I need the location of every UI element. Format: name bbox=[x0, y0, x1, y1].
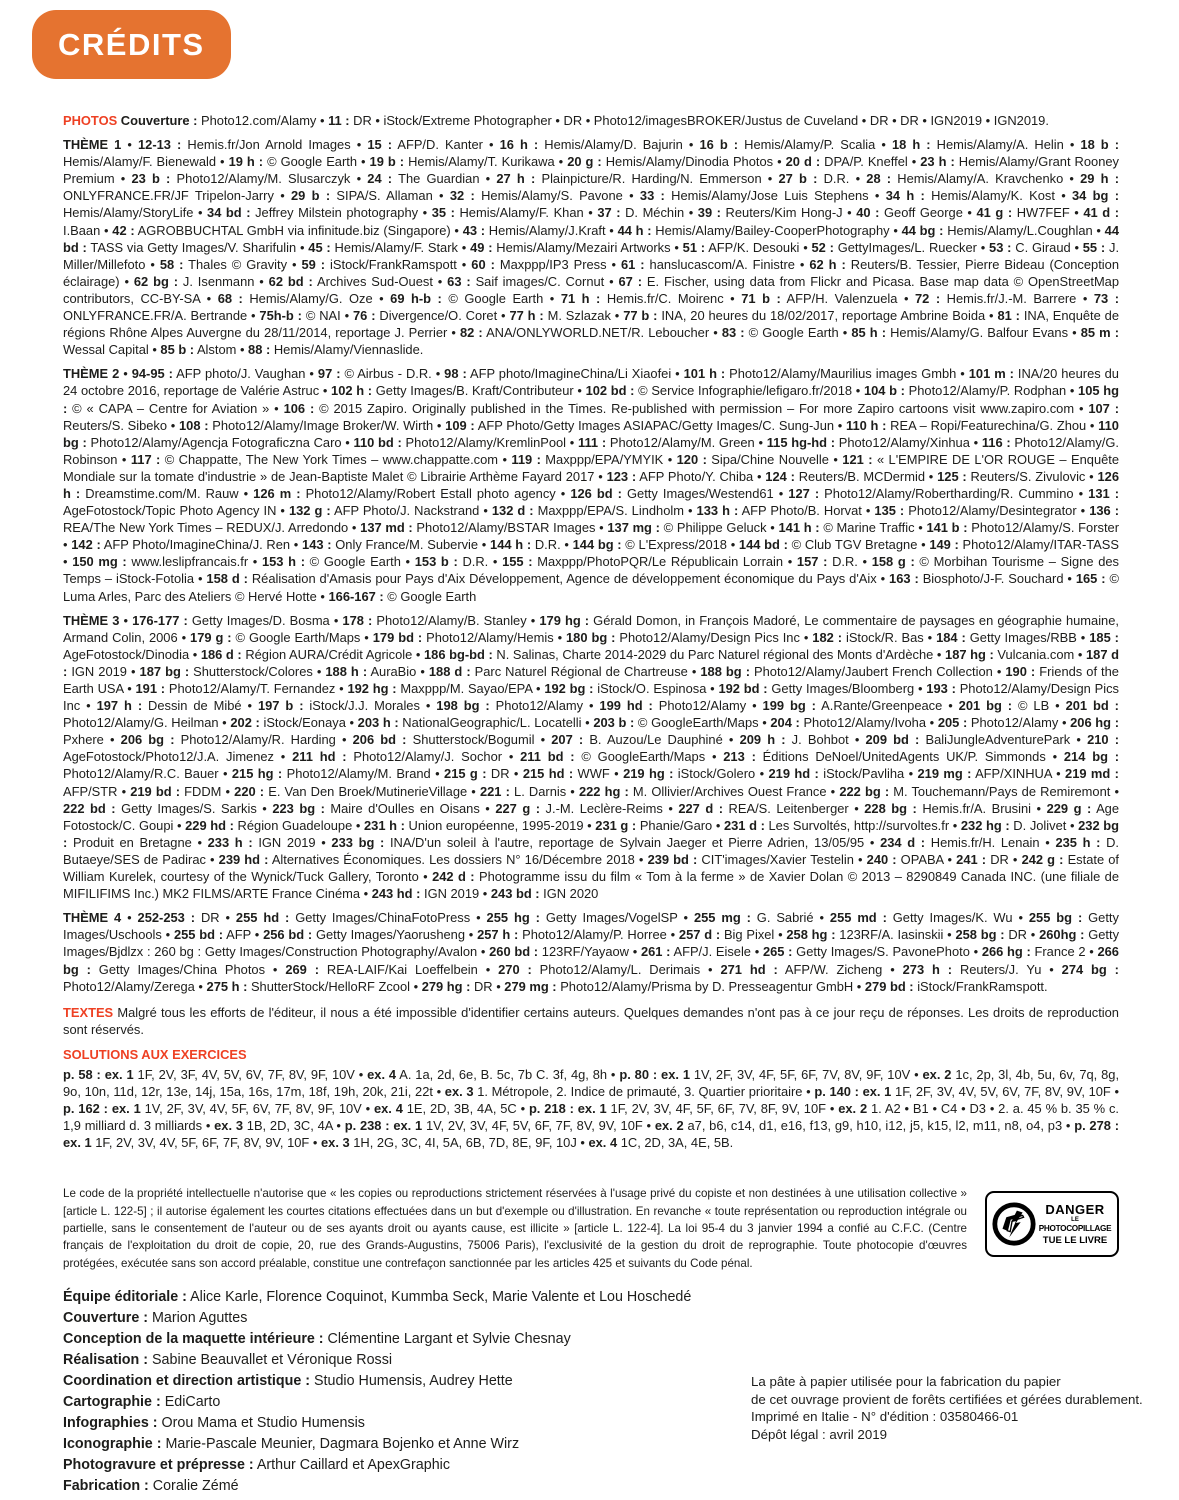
photos-label: PHOTOS bbox=[63, 113, 118, 128]
team-names: EdiCarto bbox=[164, 1393, 221, 1410]
team-role: Coordination et direction artistique : bbox=[63, 1372, 311, 1389]
team-line bbox=[63, 1476, 1119, 1497]
theme2-label: THÈME 2 bbox=[63, 366, 120, 382]
textes-label: TEXTES bbox=[63, 1004, 114, 1020]
team-role: Infographies : bbox=[63, 1414, 158, 1431]
photos-credits-text: Couverture : Photo12.com/Alamy • 11 : DR • iStock/Extreme Photographer • DR • Photo12/imagesBROKER/Justus de Cuveland • DR • DR • IGN2019 • IGN2019. bbox=[120, 113, 1049, 128]
theme2-paragraph bbox=[63, 365, 1119, 604]
theme3-credits-text: • 176-177 : Getty Images/D. Bosma • 178 : Photo12/Alamy/B. Stanley • 179 hg : Gérald Domon, in François Madoré, Le commentaire de paysages en géographie humaine, Armand Colin, 2006 • 179 g : © Google Earth/Maps • 179 bd : Photo12/Alamy/Hemis • 180 bg : Photo12/Alamy/Design Pics Inc • 182 : iStock/R. Bas • 184 : Getty Images/RBB • 185 : AgeFotostock/Dinodia • 186 d : Région AURA/Crédit Agricole • 186 bg-bd : N. Salinas, Charte 2014-2029 du Parc Naturel régional des Monts d'Ardèche • 187 hg : Vulcania.com • 187 d : IGN 2019 • 187 bg : Shutterstock/Colores • 188 h : AuraBio • 188 d : Parc Naturel Régional de Chartreuse • 188 bg : Photo12/Alamy/Jaubert French Collection • 190 : Friends of the Earth USA • 191 : Photo12/Alamy/T. Fernandez • 192 hg : Maxppp/M. Sayao/EPA • 192 bg : iStock/O. Espinosa • 192 bd : Getty Images/Bloomberg • 193 : Photo12/Alamy/Design Pics Inc • 197 h : Dessin de Mibé • 197 b : iStock/J.J. Morales • 198 bg : Photo12/Alamy • 199 hd : Photo12/Alamy • 199 bg : A.Rante/Greenpeace • 201 bg : © LB • 201 bd : Photo12/Alamy/G. Heilman • 202 : iStock/Eonaya • 203 h : NationalGeographic/L. Locatelli • 203 b : © GoogleEarth/Maps • 204 : Photo12/Alamy/Ivoha • 205 : Photo12/Alamy • 206 hg : Pxhere • 206 bg : Photo12/Alamy/R. Harding • 206 bd : Shutterstock/Bogumil • 207 : B. Auzou/Le Dauphiné • 209 h : J. Bohbot • 209 bd : BaliJungleAdventurePark • 210 : AgeFotostock/Photo12/J.A. Jimenez • 211 hd : Photo12/Alamy/J. Sochor • 211 bd : © GoogleEarth/Maps • 213 : Éditions DeNoel/UnitedAgents UK/P. Simmonds • 214 bg : Photo12/Alamy/R.C. Bauer • 215 hg : Photo12/Alamy/M. Brand • 215 g : DR • 215 hd : WWF • 219 hg : iStock/Golero • 219 hd : iStock/Pavliha • 219 mg : AFP/XINHUA • 219 md : AFP/STR • 219 bd : FDDM • 220 : E. Van Den Broek/MutinerieVillage • 221 : L. Darnis • 222 hg : M. Ollivier/Archives Ouest France • 222 bg : M. Touchemann/Pays de Remiremont • 222 bd : Getty Images/S. Sarkis • 223 bg : Maire d'Oulles en Oisans • 227 g : J.-M. Leclère-Reims • 227 d : REA/S. Leitenberger • 228 bg : Hemis.fr/A. Brusini • 229 g : Age Fotostock/C. Goupi • 229 hd : Région Guadeloupe • 231 h : Union européenne, 1995-2019 • 231 g : Phanie/Garo • 231 d : Les Survoltés, http://survoltes.fr • 232 hg : D. Jolivet • 232 bg : Produit en Bretagne • 233 h : IGN 2019 • 233 bg : INA/D'un soleil à l'autre, reportage de Sylvain Jaeger et Pierre Adrien, 13/05/95 • 234 d : Hemis.fr/H. Lenain • 235 h : D. Butaeye/SES de Padirac • 239 hd : Alternatives Économiques. Les dossiers N° 16/Décembre 2018 • 239 bd : CIT'images/Xavier Testelin • 240 : OPABA • 241 : DR • 242 g : Estate of William Kurelek, courtesy of the Wynick/Tuck Gallery, Toronto • 242 d : Photogramme issu du film « Tom à la ferme » de Xavier Dolan © 2013 – 8290849 Canada INC. (une filiale de MIFILIFIMS Inc.) MK2 FILMS/ARTE France Cinéma • 243 hd : IGN 2019 • 243 bd : IGN 2020 bbox=[63, 612, 1120, 902]
team-names: Marie-Pascale Meunier, Dagmara Bojenko et Anne Wirz bbox=[165, 1435, 520, 1452]
team-role: Équipe éditoriale : bbox=[63, 1288, 187, 1305]
theme1-label: THÈME 1 bbox=[63, 137, 122, 153]
team-role: Iconographie : bbox=[63, 1435, 162, 1452]
team-names: Arthur Caillard et ApexGraphic bbox=[256, 1456, 450, 1473]
team-line bbox=[63, 1350, 1119, 1371]
danger-photocopillage: PHOTOCOPILLAGE bbox=[1038, 1224, 1112, 1234]
colophon-line: Imprimé en Italie - N° d'édition : 03580466-01 bbox=[751, 1409, 1019, 1424]
team-names: Marion Aguttes bbox=[151, 1309, 248, 1326]
textes-text: Malgré tous les efforts de l'éditeur, il nous a été impossible d'identifier certains auteurs. Quelques demandes n'ont pas à ce jour reçu de réponses. Les droits de reproduction sont réservés. bbox=[63, 1004, 1119, 1037]
colophon-line: Dépôt légal : avril 2019 bbox=[751, 1426, 888, 1442]
theme1-credits-text: • 12-13 : Hemis.fr/Jon Arnold Images • 15 : AFP/D. Kanter • 16 h : Hemis/Alamy/D. Bajurin • 16 b : Hemis/Alamy/P. Scalia • 18 h : Hemis/Alamy/A. Helin • 18 b : Hemis/Alamy/F. Bienewald • 19 h : © Google Earth • 19 b : Hemis/Alamy/T. Kurikawa • 20 g : Hemis/Alamy/Dinodia Photos • 20 d : DPA/P. Kneffel • 23 h : Hemis/Alamy/Grant Rooney Premium • 23 b : Photo12/Alamy/M. Slusarczyk • 24 : The Guardian • 27 h : Plainpicture/R. Harding/N. Emmerson • 27 b : D.R. • 28 : Hemis/Alamy/A. Kravchenko • 29 h : ONLYFRANCE.FR/JF Tripelon-Jarry • 29 b : SIPA/S. Allaman • 32 : Hemis/Alamy/S. Pavone • 33 : Hemis/Alamy/Jose Luis Stephens • 34 h : Hemis/Alamy/K. Kost • 34 bg : Hemis/Alamy/StoryLife • 34 bd : Jeffrey Milstein photography • 35 : Hemis/Alamy/F. Khan • 37 : D. Méchin • 39 : Reuters/Kim Hong-J • 40 : Geoff George • 41 g : HW7FEF • 41 d : I.Baan • 42 : AGROBBUCHTAL GmbH via infinitude.biz (Singapore) • 43 : Hemis/Alamy/J.Kraft • 44 h : Hemis/Alamy/Bailey-CooperPhotography • 44 bg : Hemis/Alamy/L.Coughlan • 44 bd : TASS via Getty Images/V. Sharifulin • 45 : Hemis/Alamy/F. Stark • 49 : Hemis/Alamy/Mezairi Artworks • 51 : AFP/K. Desouki • 52 : GettyImages/L. Ruecker • 53 : C. Giraud • 55 : J. Miller/Millefoto • 58 : Thales © Gravity • 59 : iStock/FrankRamspott • 60 : Maxppp/IP3 Press • 61 : hanslucascom/A. Finistre • 62 h : Reuters/B. Tessier, Pierre Bideau (Conception éclairage) • 62 bg : J. Isenmann • 62 bd : Archives Sud-Ouest • 63 : Saif images/C. Cornut • 67 : E. Fischer, using data from Flickr and Picasa. Base map data © OpenStreetMap contributors, CC-BY-SA • 68 : Hemis/Alamy/G. Oze • 69 h-b : © Google Earth • 71 h : Hemis.fr/C. Moirenc • 71 b : AFP/H. Valenzuela • 72 : Hemis.fr/J.-M. Barrere • 73 : ONLYFRANCE.FR/A. Bertrande • 75h-b : © NAI • 76 : Divergence/O. Coret • 77 h : M. Szlazak • 77 b : INA, 20 heures du 18/02/2017, reportage Ambrine Boida • 81 : INA, Enquête de régions Rhône Alpes Auvergne du 28/11/2014, reportage J. Perrier • 82 : ANA/ONLYWORLD.NET/R. Leboucher • 83 : © Google Earth • 85 h : Hemis/Alamy/G. Balfour Evans • 85 m : Wessal Capital • 85 b : Alstom • 88 : Hemis/Alamy/Viennaslide. bbox=[63, 137, 1120, 358]
team-role: Fabrication : bbox=[63, 1477, 149, 1494]
danger-word: DANGER bbox=[1045, 1202, 1105, 1218]
colophon-line: La pâte à papier utilisée pour la fabrication du papier bbox=[751, 1374, 1061, 1389]
team-role: Photogravure et prépresse : bbox=[63, 1456, 254, 1473]
team-line bbox=[63, 1308, 1119, 1329]
theme3-paragraph bbox=[63, 612, 1119, 903]
team-names: Orou Mama et Studio Humensis bbox=[161, 1414, 365, 1431]
book-lightning-icon bbox=[991, 1201, 1037, 1247]
danger-photocopillage-badge bbox=[985, 1191, 1119, 1257]
theme4-label: THÈME 4 bbox=[63, 910, 122, 926]
team-names: Clémentine Largant et Sylvie Chesnay bbox=[327, 1330, 571, 1347]
team-line bbox=[63, 1455, 1119, 1476]
team-names: Sabine Beauvallet et Véronique Rossi bbox=[152, 1351, 393, 1368]
solutions-label: SOLUTIONS AUX EXERCICES bbox=[63, 1046, 247, 1062]
legal-section bbox=[63, 1185, 1119, 1271]
danger-badge-text bbox=[1037, 1203, 1113, 1245]
team-role: Couverture : bbox=[63, 1309, 148, 1326]
team-line bbox=[63, 1329, 1119, 1350]
print-colophon bbox=[751, 1373, 1143, 1443]
team-role: Cartographie : bbox=[63, 1393, 161, 1410]
theme4-paragraph bbox=[63, 909, 1119, 994]
photos-paragraph bbox=[63, 112, 1119, 129]
theme2-credits-text: • 94-95 : AFP photo/J. Vaughan • 97 : © Airbus - D.R. • 98 : AFP photo/ImagineChina/Li Xiaofei • 101 h : Photo12/Alamy/Maurilius images Gmbh • 101 m : INA/20 heures du 24 octobre 2016, reportage de Valérie Astruc • 102 h : Getty Images/B. Kraft/Contributeur • 102 bd : © Service Infographie/lefigaro.fr/2018 • 104 b : Photo12/Alamy/P. Rodphan • 105 hg : © « CAPA – Centre for Aviation » • 106 : © 2015 Zapiro. Originally published in the Times. Re-published with permission – For more Zapiro cartoons visit www.zapiro.com • 107 : Reuters/S. Sibeko • 108 : Photo12/Alamy/Image Broker/W. Wirth • 109 : AFP Photo/Getty Images ASIAPAC/Getty Images/C. Sung-Jun • 110 h : REA – Ropi/Featurechina/G. Zhou • 110 bg : Photo12/Alamy/Agencja Fotograficzna Caro • 110 bd : Photo12/Alamy/KremlinPool • 111 : Photo12/Alamy/M. Green • 115 hg-hd : Photo12/Alamy/Xinhua • 116 : Photo12/Alamy/G. Robinson • 117 : © Chappatte, The New York Times – www.chappatte.com • 119 : Maxppp/EPA/YMYIK • 120 : Sipa/Chine Nouvelle • 121 : « L'EMPIRE DE L'OR ROUGE – Enquête Mondiale sur la tomate d'industrie » de Jean-Baptiste Malet © Librairie Arthème Fayard 2017 • 123 : AFP Photo/Y. Chiba • 124 : Reuters/B. MCDermid • 125 : Reuters/S. Zivulovic • 126 h : Dreamstime.com/M. Rauw • 126 m : Photo12/Alamy/Robert Estall photo agency • 126 bd : Getty Images/Westend61 • 127 : Photo12/Alamy/Robertharding/R. Cummino • 131 : AgeFotostock/Topic Photo Agency IN • 132 g : AFP Photo/J. Nackstrand • 132 d : Maxppp/EPA/S. Lindholm • 133 h : AFP Photo/B. Horvat • 135 : Photo12/Alamy/Desintegrator • 136 : REA/The New York Times – REDUX/J. Arredondo • 137 md : Photo12/Alamy/BSTAR Images • 137 mg : © Philippe Geluck • 141 h : © Marine Traffic • 141 b : Photo12/Alamy/S. Forster • 142 : AFP Photo/ImagineChina/J. Ren • 143 : Only France/M. Subervie • 144 h : D.R. • 144 bg : © L'Express/2018 • 144 bd : © Club TGV Bretagne • 149 : Photo12/Alamy/ITAR-TASS • 150 mg : www.leslipfrancais.fr • 153 h : © Google Earth • 153 b : D.R. • 155 : Maxppp/PhotoPQR/Le Républicain Lorrain • 157 : D.R. • 158 g : © Morbihan Tourisme – Signe des Temps – iStock-Fotolia • 158 d : Réalisation d'Amasis pour Pays d'Aix Développement, Agence de développement économique du Pays d'Aix • 163 : Biosphoto/J-F. Souchard • 165 : © Luma Arles, Parc des Ateliers © Hervé Hotte • 166-167 : © Google Earth bbox=[63, 366, 1120, 604]
colophon-line: de cet ouvrage provient de forêts certifiées et gérées durablement. bbox=[751, 1391, 1143, 1407]
team-names: Coralie Zémé bbox=[152, 1477, 239, 1494]
team-role: Réalisation : bbox=[63, 1351, 149, 1368]
team-line bbox=[63, 1287, 1119, 1308]
solutions-text: p. 58 : ex. 1 1F, 2V, 3F, 4V, 5V, 6V, 7F, 8V, 9F, 10V • ex. 4 A. 1a, 2d, 6e, B. 5c, 7b C. 3f, 4g, 8h • p. 80 : ex. 1 1V, 2F, 3V, 4F, 5F, 6F, 7V, 8V, 9F, 10V • ex. 2 1c, 2p, 3l, 4b, 5u, 6v, 7q, 8g, 9o, 10n, 11d, 12r, 13e, 14j, 15a, 16s, 17m, 18f, 19h, 20k, 21i, 22t • ex. 3 1. Métropole, 2. Indice de primauté, 3. Quartier prioritaire • p. 140 : ex. 1 1F, 2F, 3V, 4V, 5V, 6V, 7F, 8V, 9V, 10F • p. 162 : ex. 1 1V, 2F, 3V, 4V, 5F, 6V, 7F, 8V, 9F, 10V • ex. 4 1E, 2D, 3B, 4A, 5C • p. 218 : ex. 1 1F, 2V, 3V, 4F, 5F, 6F, 7V, 8F, 9V, 10F • ex. 2 1. A2 • B1 • C4 • D3 • 2. a. 45 % b. 35 % c. 1,9 milliard d. 3 milliards • ex. 3 1B, 2D, 3C, 4A • p. 238 : ex. 1 1V, 2V, 3V, 4F, 5V, 6F, 7F, 8V, 9V, 10F • ex. 2 a7, b6, c14, d1, e16, f13, g9, h10, i12, j5, k15, l2, m11, n8, o4, p3 • p. 278 : ex. 1 1F, 2V, 3V, 4V, 5F, 6F, 7F, 8V, 9V, 10F • ex. 3 1H, 2G, 3C, 4I, 5A, 6B, 7D, 8E, 9F, 10J • ex. 4 1C, 2D, 3A, 4E, 5B. bbox=[63, 1066, 1120, 1151]
legal-text: Le code de la propriété intellectuelle n'autorise que « les copies ou reproductions strictement réservées à l'usage privé du copiste et non destinées à une utilisation collective » [article L. 122-5] ; il autorise également les courtes citations effectuées dans un but d'exemple ou d'illustration. En revanche « toute représentation ou reproduction intégrale ou partielle, sans le consentement de l'auteur ou de ses ayants droit ou ayants cause, est illicite » [article L. 122-4]. La loi 95-4 du 3 janvier 1994 a confié au C.F.C. (Centre français de l'exploitation du droit de copie, 20, rue des Grands-Augustins, 75006 Paris), l'exclusivité de la gestion du droit de reprographie. Toute photocopie d'œuvres protégées, exécutée sans son accord préalable, constitue une contrefaçon sanctionnée par les articles 425 et suivants du Code pénal. bbox=[63, 1187, 967, 1270]
credits-badge: CRÉDITS bbox=[32, 10, 231, 79]
danger-le: LE bbox=[1071, 1217, 1079, 1224]
credits-content bbox=[63, 88, 1119, 1497]
danger-tue-le-livre: TUE LE LIVRE bbox=[1042, 1234, 1108, 1246]
textes-paragraph bbox=[63, 1004, 1119, 1038]
theme3-label: THÈME 3 bbox=[63, 612, 120, 628]
theme4-credits-text: • 252-253 : DR • 255 hd : Getty Images/ChinaFotoPress • 255 hg : Getty Images/VogelSP • 255 mg : G. Sabrié • 255 md : Getty Images/K. Wu • 255 bg : Getty Images/Uschools • 255 bd : AFP • 256 bd : Getty Images/Yaorusheng • 257 h : Photo12/Alamy/P. Horree • 257 d : Big Pixel • 258 hg : 123RF/A. Iasinskii • 258 bg : DR • 260hg : Getty Images/Bjdlzx : 260 bg : Getty Images/Construction Photography/Avalon • 260 bd : 123RF/Yayaow • 261 : AFP/J. Eisele • 265 : Getty Images/S. PavonePhoto • 266 hg : France 2 • 266 bg : Getty Images/China Photos • 269 : REA-LAIF/Kai Loeffelbein • 270 : Photo12/Alamy/L. Derimais • 271 hd : AFP/W. Zicheng • 273 h : Reuters/J. Yu • 274 bg : Photo12/Alamy/Zerega • 275 h : ShutterStock/HelloRF Zcool • 279 hg : DR • 279 mg : Photo12/Alamy/Prisma by D. Presseagentur GmbH • 279 bd : iStock/FrankRamspott. bbox=[63, 910, 1120, 994]
solutions-heading bbox=[63, 1047, 1119, 1063]
theme1-paragraph bbox=[63, 136, 1119, 358]
team-names: Studio Humensis, Audrey Hette bbox=[314, 1372, 513, 1389]
team-names: Alice Karle, Florence Coquinot, Kummba Seck, Marie Valente et Lou Hoschedé bbox=[190, 1288, 692, 1305]
team-role: Conception de la maquette intérieure : bbox=[63, 1330, 324, 1347]
